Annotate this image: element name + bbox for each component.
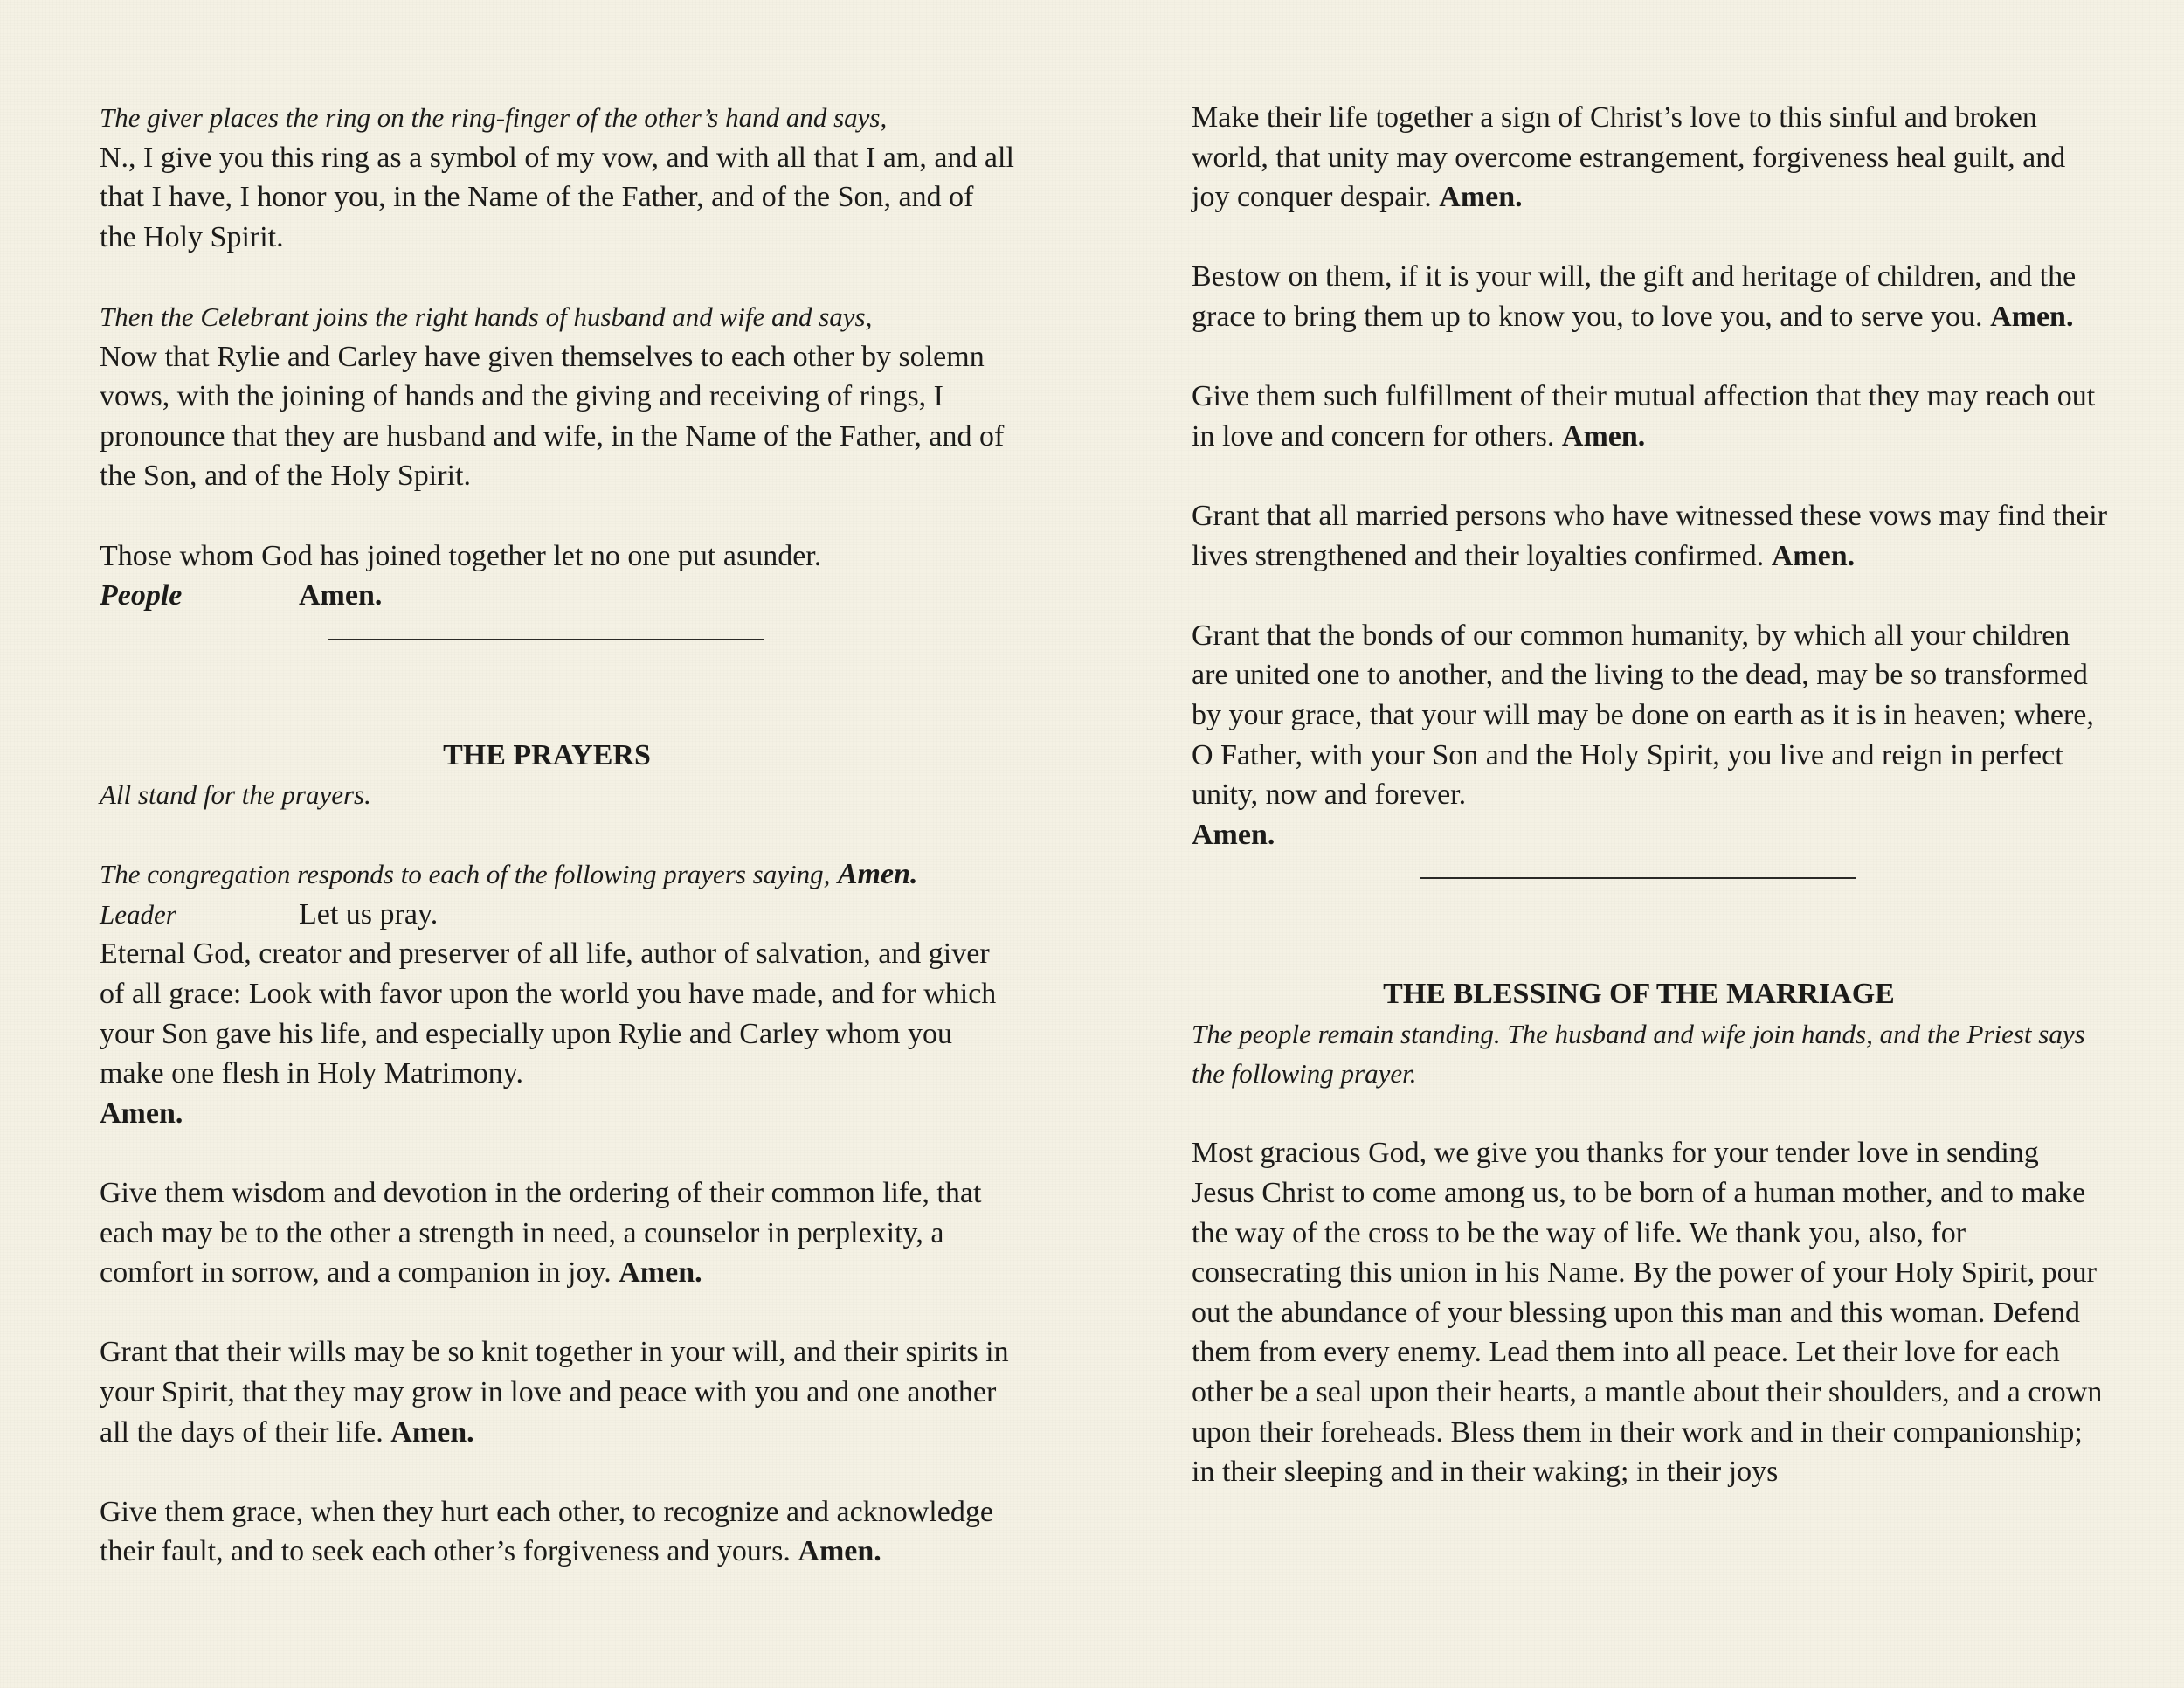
prayer-wills	[100, 1332, 1017, 1452]
people-response-line	[100, 576, 1017, 616]
leader-text: Let us pray.	[299, 897, 439, 930]
prayer-sign-of-love	[1192, 98, 2109, 218]
prayer-humanity	[1192, 616, 2109, 815]
prayer-children	[1192, 257, 2109, 336]
prayer-amen: Amen.	[1192, 818, 1275, 851]
blessing-heading: THE BLESSING OF THE MARRIAGE	[1383, 978, 1895, 1011]
prayer-amen: Amen.	[1439, 181, 1523, 214]
prayer-fulfillment	[1192, 377, 2109, 456]
section-divider-wrap	[100, 616, 1017, 736]
prayer-wisdom	[100, 1173, 1017, 1293]
prayer-text: Bestow on them, if it is your will, the gift and heritage of children, and the grace to bring them up to know you, to love you, and to serve you.	[1192, 260, 2077, 333]
leader-label: Leader	[100, 898, 176, 930]
section-divider	[328, 639, 764, 640]
prayer-grace	[100, 1492, 1017, 1572]
prayer-text: Give them such fulfillment of their mutual affection that they may reach out in love and concern for others.	[1192, 380, 2096, 453]
prayer-amen: Amen.	[100, 1097, 183, 1130]
prayer-amen: Amen.	[1990, 300, 2074, 333]
ring-rubric: The giver places the ring on the ring-finger of the other’s hand and says,	[100, 102, 888, 133]
pronouncement-text: Now that Rylie and Carley have given themselves to each other by solemn vows, with the joining of hands and the giving and receiving of rings, I pronounce that they are husband and wife, in the Name of the Father, and of the Son, and of the Holy Spirit.	[100, 340, 1005, 493]
prayer-amen: Amen.	[619, 1256, 702, 1290]
blessing-rubric: The people remain standing. The husband and wife join hands, and the Priest says the following prayer.	[1192, 1018, 2085, 1090]
prayer-text: Eternal God, creator and preserver of all life, author of salvation, and giver of all grace: Look with favor upon the world you have made, and for which your Son gave his life, and especially upon Rylie and Carley whom you make one flesh in Holy Matrimony.	[100, 937, 997, 1090]
blessing-prayer-text: Most gracious God, we give you thanks for your tender love in sending Jesus Christ to come among us, to be born of a human mother, and to make the way of the cross to be the way of life. We thank you, also, for consecrating this union in his Name. By the power of your Holy Spirit, pour out the abundance of your blessing upon this man and this woman. Defend them from every enemy. Lead them into all peace. Let their love for each other be a seal upon their hearts, a mantle about their shoulders, and a crown upon their foreheads. Bless them in their work and in their companionship; in their sleeping and in their waking; in their joys	[1192, 1137, 2103, 1489]
section-divider-wrap	[1192, 854, 2109, 974]
congregation-rubric: The congregation responds to each of the following prayers saying,	[100, 859, 831, 890]
join-hands-rubric: Then the Celebrant joins the right hands of husband and wife and says,	[100, 301, 873, 332]
prayer-text: Give them wisdom and devotion in the ordering of their common life, that each may be to the other a strength in need, a counselor in perplexity, a comfort in sorrow, and a companion in joy.	[100, 1177, 982, 1290]
congregation-rubric-line	[100, 854, 1017, 895]
prayer-eternal-god	[100, 934, 1017, 1093]
ring-vow-text: N., I give you this ring as a symbol of my vow, and with all that I am, and all that I have, I honor you, in the Name of the Father, and of the Son, and of the Holy Spirit.	[100, 141, 1014, 253]
prayer-text: Grant that the bonds of our common humanity, by which all your children are united one to another, and the living to the dead, may be so transformed by your grace, that your will may be done on earth as it is in heaven; where, O Father, with your Son and the Holy Spirit, you live and reign in perfect unity, now and forever.	[1192, 619, 2094, 812]
people-label: People	[100, 579, 183, 612]
prayer-married-persons	[1192, 496, 2109, 576]
leader-line	[100, 895, 1017, 935]
prayers-heading: THE PRAYERS	[443, 738, 651, 771]
right-column	[1192, 98, 2109, 1492]
prayer-text: Grant that all married persons who have witnessed these vows may find their lives strengthened and their loyalties confirmed.	[1192, 499, 2108, 572]
prayer-amen: Amen.	[1561, 419, 1646, 453]
section-divider	[1420, 877, 1856, 879]
prayer-text: Give them grace, when they hurt each other, to recognize and acknowledge their fault, and to seek each other’s forgiveness and yours.	[100, 1495, 993, 1568]
prayer-text: Make their life together a sign of Christ’s love to this sinful and broken world, that unity may overcome estrangement, forgiveness heal guilt, and joy conquer despair.	[1192, 101, 2066, 214]
prayer-amen: Amen.	[1771, 539, 1856, 572]
asunder-text: Those whom God has joined together let no one put asunder.	[100, 539, 822, 572]
prayer-amen: Amen.	[798, 1535, 881, 1568]
congregation-amen: Amen.	[837, 858, 918, 891]
people-amen: Amen.	[299, 579, 383, 612]
prayer-amen: Amen.	[390, 1415, 474, 1449]
prayer-text: Grant that their wills may be so knit together in your will, and their spirits in your Spirit, that they may grow in love and peace with you and one another all the days of their life.	[100, 1336, 1009, 1449]
left-column	[100, 98, 1017, 1572]
stand-rubric: All stand for the prayers.	[100, 779, 371, 811]
